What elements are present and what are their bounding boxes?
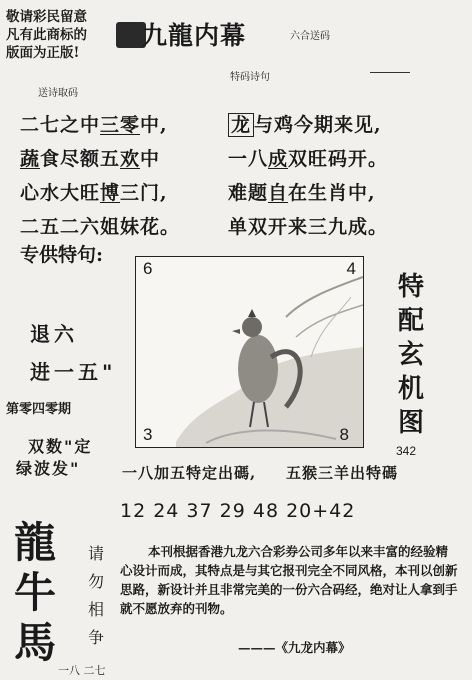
- side-code: 342: [396, 444, 417, 458]
- poem-left-line-1: [20, 110, 168, 137]
- side-char: 配: [397, 306, 424, 336]
- poem-seg: 二五二六姐妹花。: [20, 216, 181, 238]
- number-list: 12 24 37 29 48 20+42: [120, 500, 356, 522]
- notice-line-2: 凡有此商标的: [6, 27, 87, 43]
- advance-hint: 进一五": [30, 360, 117, 384]
- poem-seg: 龙: [228, 113, 254, 137]
- poem-left-line-4: [20, 212, 180, 239]
- rooster-illustration-icon: [136, 257, 363, 447]
- corner-number-top-left: 6: [143, 259, 153, 278]
- poem-subheading: 送诗取码: [38, 88, 78, 99]
- poem-heading: 特码诗句: [230, 72, 270, 83]
- poem-seg: 难题: [228, 182, 269, 204]
- side-char: 玄: [397, 340, 424, 370]
- poem-seg: 食尽额五: [40, 148, 121, 170]
- brand-vertical-title: [14, 518, 60, 668]
- poem-seg: 与鸡今期来见,: [254, 114, 382, 136]
- poem-seg: 蔬: [20, 148, 41, 170]
- side-char: 机: [397, 374, 424, 404]
- page-subtitle: 六合送码: [290, 31, 330, 42]
- brand-char: 牛: [14, 568, 57, 617]
- corner-number-bottom-right: 8: [339, 425, 349, 444]
- notice-line-1: 敬请彩民留意: [6, 9, 87, 25]
- corner-number-bottom-left: 3: [143, 425, 153, 444]
- signature: ———《九龙内幕》: [238, 640, 351, 655]
- issue-number: 第零四零期: [6, 402, 72, 417]
- warn-char: 相: [87, 600, 104, 619]
- poem-seg: 中,: [140, 114, 168, 136]
- poem-seg: 博: [100, 182, 121, 204]
- poem-seg: 一八: [228, 148, 269, 170]
- poem-seg: 欢: [120, 148, 141, 170]
- poem-seg: 中: [140, 148, 161, 170]
- side-vertical-title: [396, 270, 426, 440]
- poem-right-line-4: [228, 212, 388, 239]
- intro-paragraph: 本刊根据香港九龙六合彩券公司多年以来丰富的经验精心设计而成，其特点是与其它报刊完全不同风格，本刊以创新思路，新设计并且非常完美的一份六合码经，绝对让人拿到手就不愿放弃的刊物。: [120, 544, 458, 616]
- poem-seg: 心水大旺: [20, 182, 101, 204]
- warn-char: 勿: [87, 572, 104, 591]
- header-divider: [370, 72, 410, 73]
- poem-left-line-3: [20, 178, 168, 205]
- poem-right-line-1: [228, 110, 382, 137]
- poem-seg: 成: [268, 148, 289, 170]
- poem-seg: 三零: [100, 114, 141, 136]
- side-char: 图: [397, 408, 424, 438]
- poem-seg: 在生肖中,: [288, 182, 376, 204]
- hint-phrase-1: 一八加五特定出碼,: [122, 464, 257, 482]
- poem-right-line-2: [228, 144, 388, 171]
- side-char: 特: [397, 272, 424, 302]
- poem-left-line-2: [20, 144, 160, 171]
- notice-line-3: 版面为正版!: [6, 45, 80, 61]
- double-hint-line-2: 绿波发": [16, 459, 81, 478]
- specials-label: 专供特句:: [20, 244, 104, 266]
- brand-char: 龍: [14, 518, 57, 567]
- corner-number-top-right: 4: [346, 259, 356, 278]
- brand-side-warning: [80, 540, 112, 652]
- poem-seg: 双旺码开。: [288, 148, 389, 170]
- double-hint-line-1: 双数"定: [28, 437, 93, 456]
- brand-char: 馬: [14, 618, 57, 667]
- poem-seg: 二七之中: [20, 114, 101, 136]
- poem-seg: 单双开来三九成。: [228, 216, 389, 238]
- retreat-hint: 退六: [30, 322, 78, 346]
- rooster-picture-box: [135, 256, 364, 448]
- warn-char: 争: [87, 628, 104, 647]
- hint-phrase-2: 五猴三羊出特碼: [286, 464, 399, 482]
- page-title: 九龍内幕: [142, 21, 247, 50]
- poem-right-line-3: [228, 178, 376, 205]
- poem-seg: 三门,: [120, 182, 168, 204]
- copyright-notice: [6, 8, 108, 62]
- warn-char: 请: [87, 544, 104, 563]
- brand-small-note: 一八 二七: [58, 664, 106, 677]
- poem-seg: 自: [268, 182, 289, 204]
